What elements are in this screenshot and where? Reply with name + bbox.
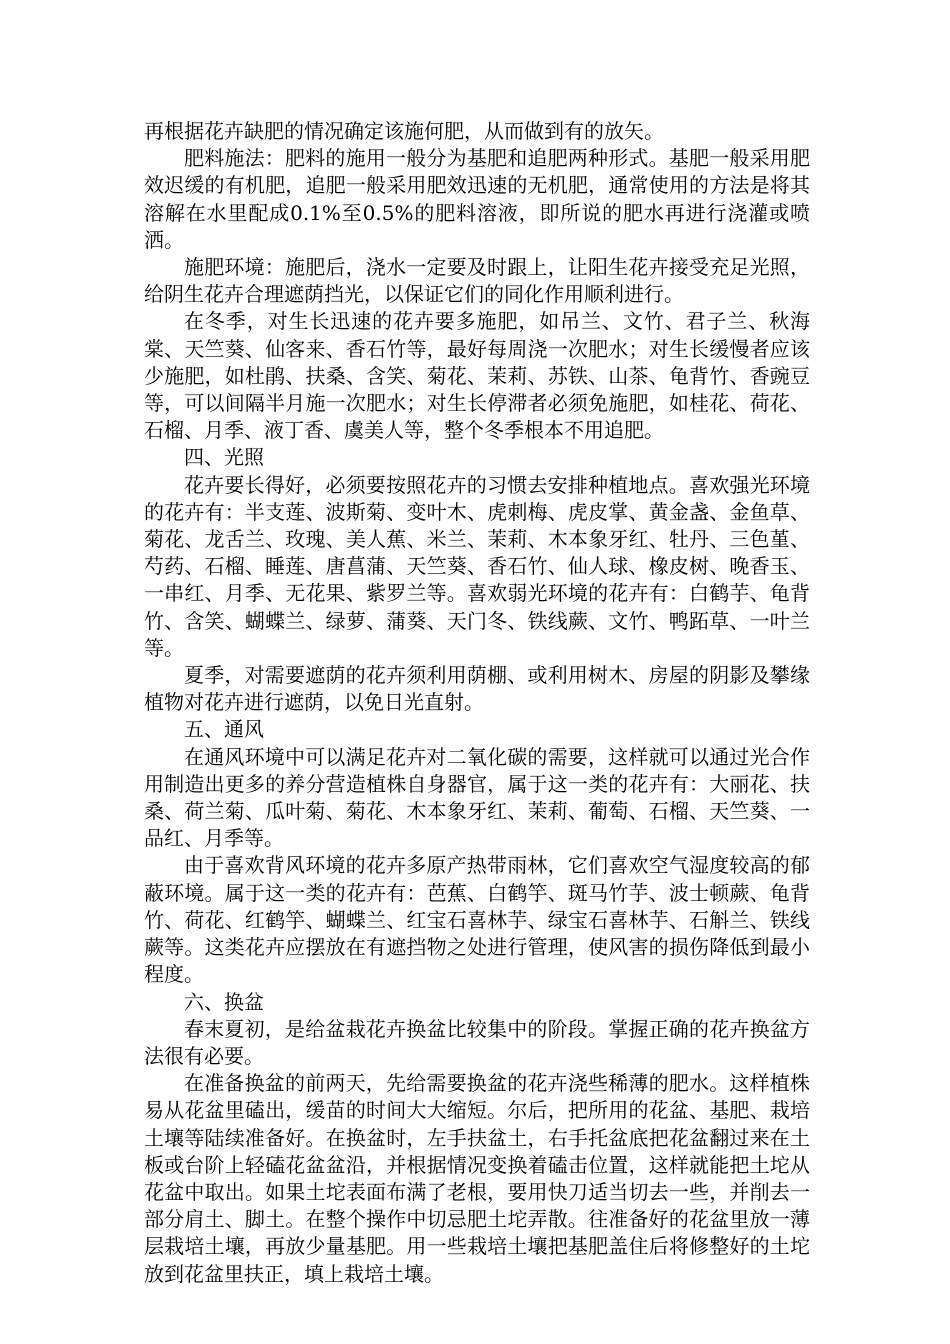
paragraph-ventilated-plants: 在通风环境中可以满足花卉对二氧化碳的需要，这样就可以通过光合作用制造出更多的养分营造植株自身器官，属于这一类的花卉有：大丽花、扶桑、荷兰菊、瓜叶菊、菊花、木本象牙红、茉莉、葡萄、石榴、天竺葵、一品红、月季等。: [144, 744, 810, 851]
paragraph-fertilizer-method: 肥料施法：肥料的施用一般分为基肥和追肥两种形式。基肥一般采用肥效迟缓的有机肥，追肥一般采用肥效迅速的无机肥，通常使用的方法是将其溶解在水里配成0.1%至0.5%的肥料溶液，即所说的肥水再进行浇灌或喷洒。: [144, 146, 810, 252]
paragraph-summer-shading: 夏季，对需要遮荫的花卉须利用荫棚、或利用树木、房屋的阴影及攀缘植物对花卉进行遮荫，以免日光直射。: [144, 663, 810, 715]
paragraph-fertilizer-environment: 施肥环境：施肥后，浇水一定要及时跟上，让阳生花卉接受充足光照，给阴生花卉合理遮荫挡光，以保证它们的同化作用顺利进行。: [144, 255, 810, 307]
document-body: [144, 118, 810, 1288]
paragraph-sheltered-plants: 由于喜欢背风环境的花卉多原产热带雨林，它们喜欢空气湿度较高的郁蔽环境。属于这一类的花卉有：芭蕉、白鹤竽、斑马竹芋、波士顿蕨、龟背竹、荷花、红鹤竽、蝴蝶兰、红宝石喜林芋、绿宝石喜林芋、石斛兰、铁线蕨等。这类花卉应摆放在有遮挡物之处进行管理，使风害的损伤降低到最小程度。: [144, 853, 810, 987]
section-heading-light: 四、光照: [184, 445, 264, 470]
section-heading-ventilation: 五、通风: [184, 717, 264, 742]
paragraph-winter-fertilizing: 在冬季，对生长迅速的花卉要多施肥，如吊兰、文竹、君子兰、秋海棠、天竺葵、仙客来、香石竹等，最好每周浇一次肥水；对生长缓慢者应该少施肥，如杜鹃、扶桑、含笑、菊花、茉莉、苏铁、山茶、龟背竹、香豌豆等，可以间隔半月施一次肥水；对生长停滞者必须免施肥，如桂花、荷花、石榴、月季、液丁香、虞美人等，整个冬季根本不用追肥。: [144, 309, 810, 443]
section-heading-repotting: 六、换盆: [184, 989, 264, 1014]
paragraph-repotting-season: 春末夏初，是给盆栽花卉换盆比较集中的阶段。掌握正确的花卉换盆方法很有必要。: [144, 1016, 810, 1068]
paragraph-fertilizer-selection-end: 再根据花卉缺肥的情况确定该施何肥，从而做到有的放矢。: [144, 119, 664, 143]
paragraph-light-preferences: 花卉要长得好，必须要按照花卉的习惯去安排种植地点。喜欢强光环境的花卉有：半支莲、波斯菊、变叶木、虎刺梅、虎皮掌、黄金盏、金鱼草、菊花、龙舌兰、玫瑰、美人蕉、米兰、茉莉、木本象牙红、牡丹、三色堇、芍药、石榴、睡莲、唐菖蒲、天竺葵、香石竹、仙人球、橡皮树、晚香玉、一串红、月季、无花果、紫罗兰等。喜欢弱光环境的花卉有：白鹤芋、龟背竹、含笑、蝴蝶兰、绿萝、蒲葵、天门冬、铁线蕨、文竹、鸭跖草、一叶兰等。: [144, 472, 810, 660]
paragraph-repotting-procedure: 在准备换盆的前两天，先给需要换盆的花卉浇些稀薄的肥水。这样植株易从花盆里磕出，缓苗的时间大大缩短。尔后，把所用的花盆、基肥、栽培土壤等陆续准备好。在换盆时，左手扶盆土，右手托盆底把花盆翻过来在土板或台阶上轻磕花盆盆沿，并根据情况变换着磕击位置，这样就能把土坨从花盆中取出。如果土坨表面布满了老根，要用快刀适当切去一些，并削去一部分肩土、脚土。在整个操作中切忌肥土坨弄散。往准备好的花盆里放一薄层栽培土壤，再放少量基肥。用一些栽培土壤把基肥盖住后将修整好的土坨放到花盆里扶正，填上栽培土壤。: [144, 1071, 810, 1286]
